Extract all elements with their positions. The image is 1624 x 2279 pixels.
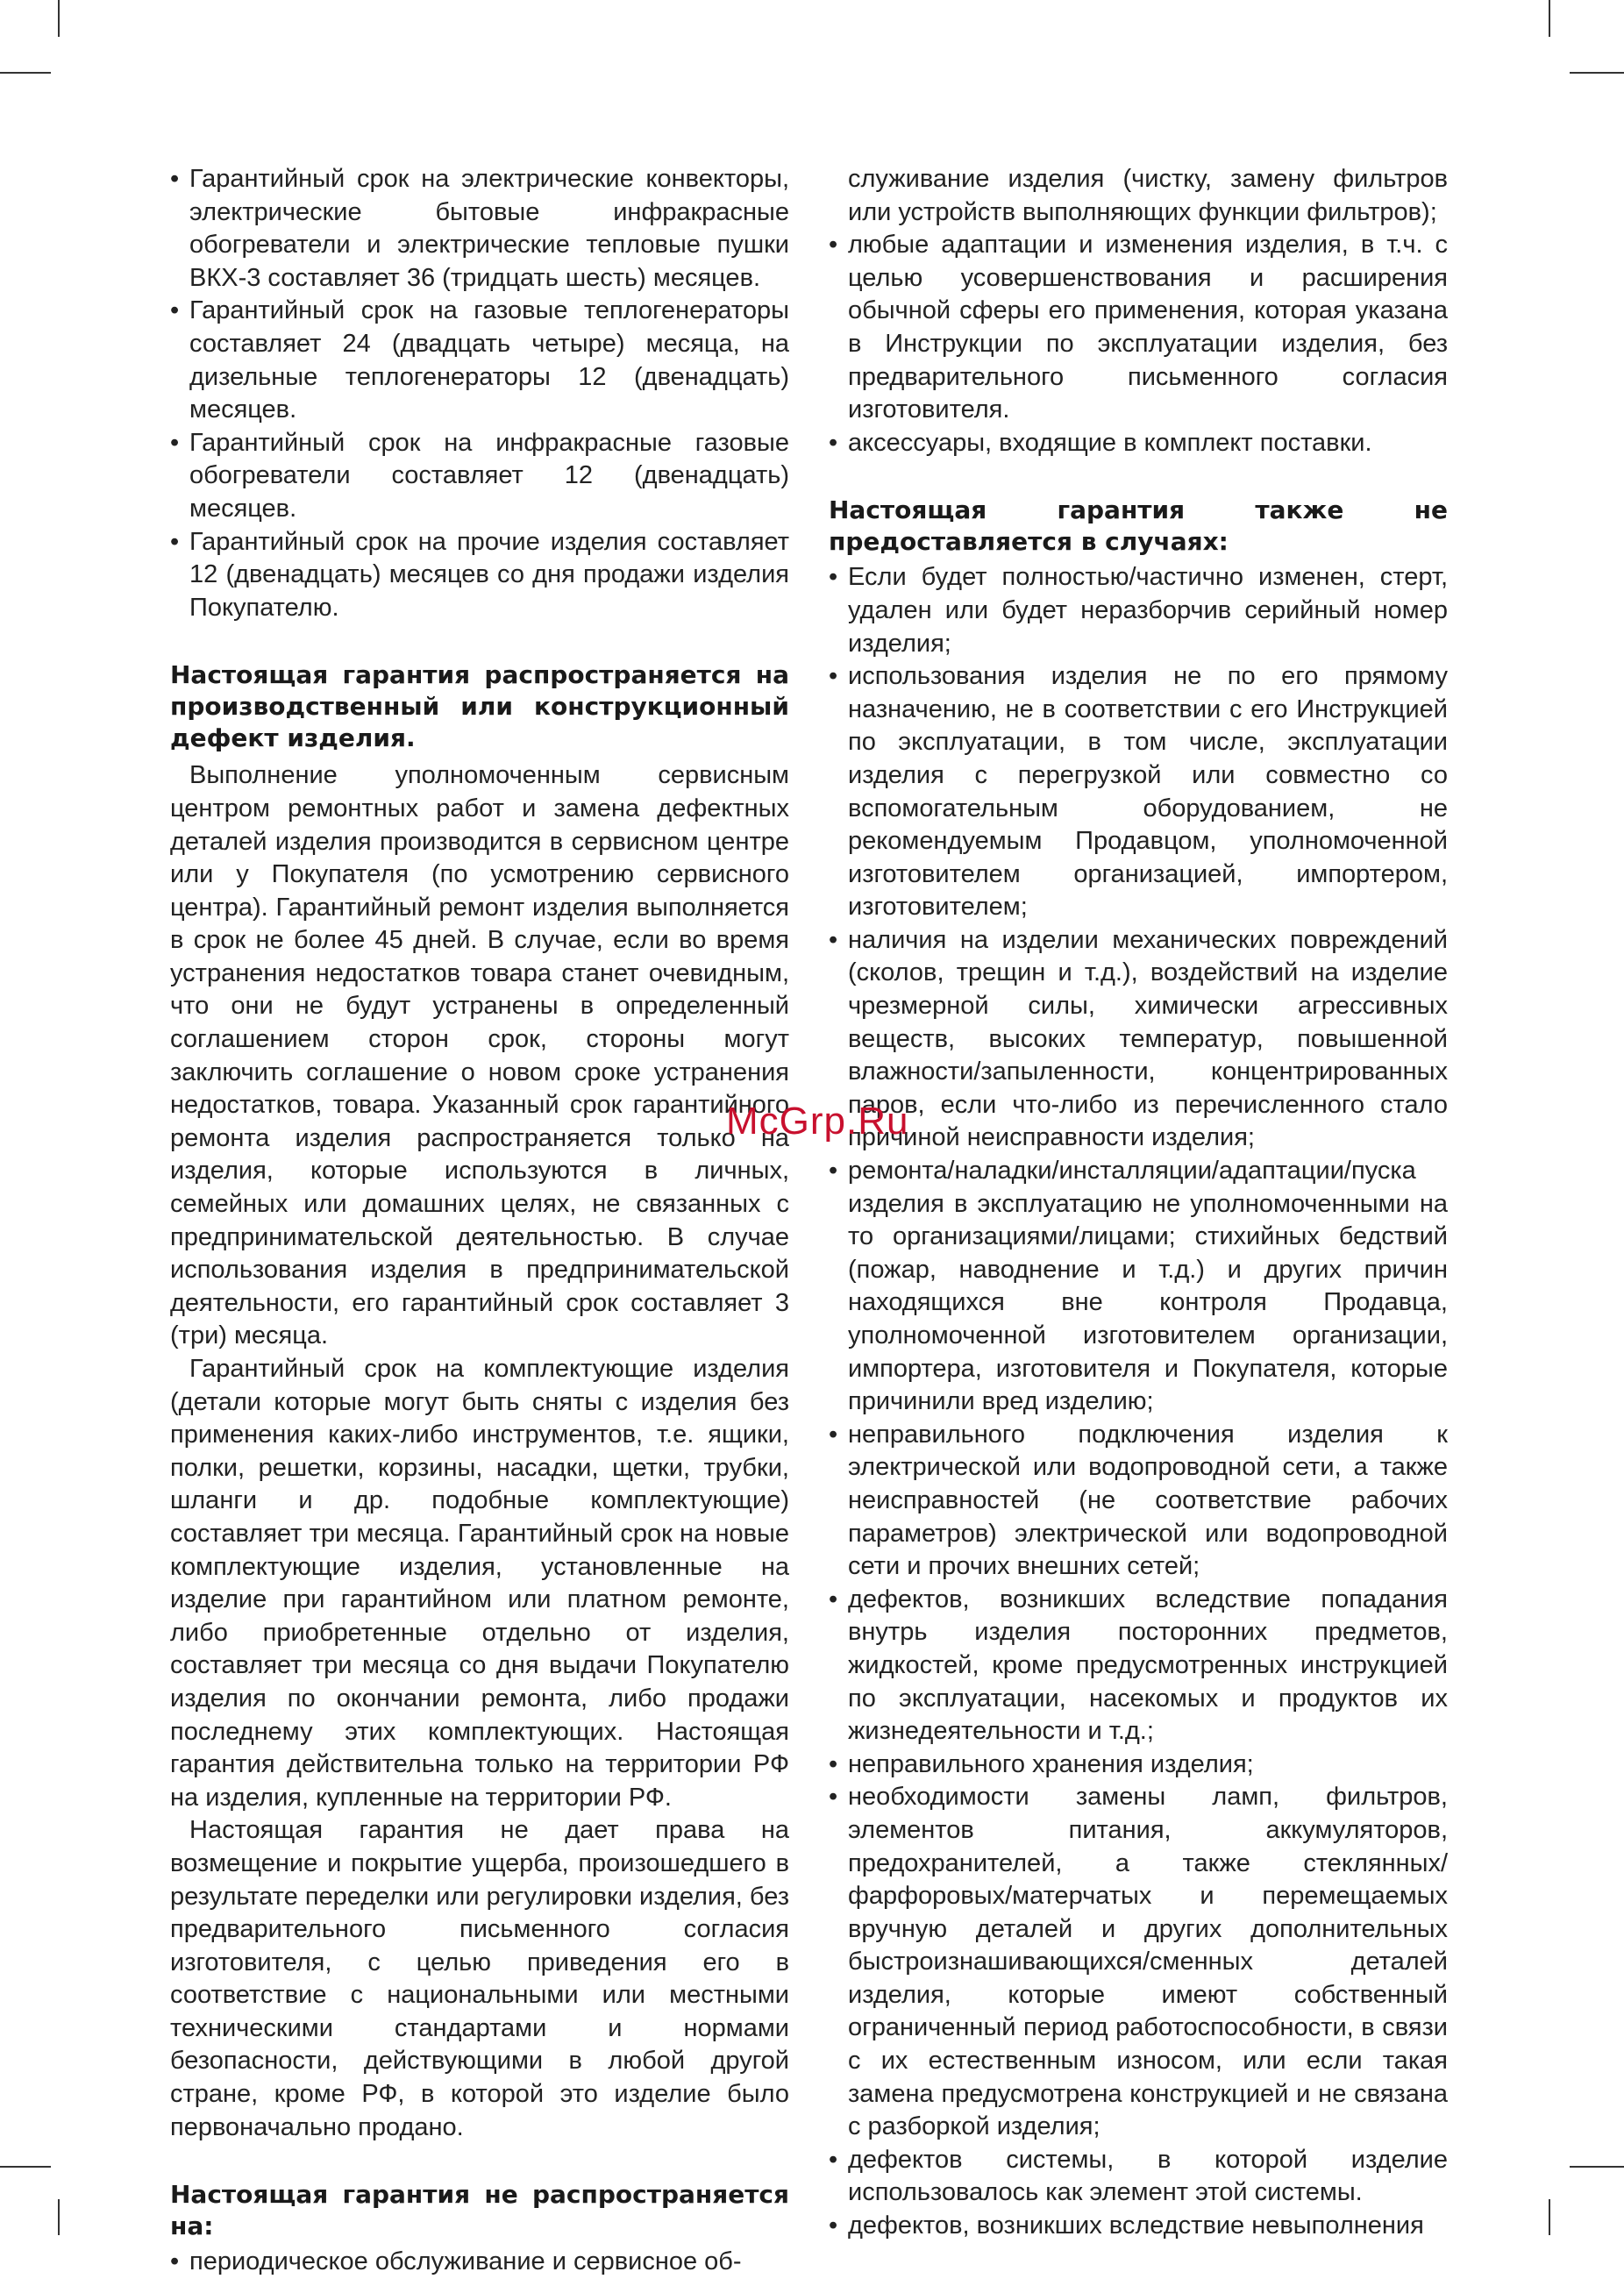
bullet-warranty-gas-generators: • Гарантийный срок на газовые теплогенераторы составляет 24 (двадцать четыре) месяца, на дизельные теплогенераторы 12 (двенадцать) месяцев. [170, 295, 789, 426]
paragraph-service-repair: Выполнение уполномоченным сервисным центром ремонтных работ и замена дефектных деталей изделия производится в сервисном центре или у Покупателя (по усмотрению сервисного центра). Гарантийный ремонт изделия выполняется в срок не более 45 дней. В случае, если во время устранения недостатков товара станет очевидным, что они не будут устранены в определенный соглашением сторон срок, стороны могут заключить соглашение о новом сроке устранения недостатков, товара. Указанный срок гарантийного ремонта изделия распространяется только на изделия, которые используются в личных, семейных или домашних целях, не связанных с предпринимательской деятельностью. В случае использования изделия в предпринимательской деятельности, его гарантийный срок составляет 3 (три) месяца. [170, 761, 789, 1350]
bullet-adaptations: • любые адаптации и изменения изделия, в т.ч. с целью усовершенствования и расширения обычной сферы его применения, которая указана в Инструкции по эксплуатации изделия, без предварительного письменного согласия изготовителя. [829, 229, 1448, 427]
crop-mark-bottom-right-v [1549, 2199, 1550, 2235]
bullet-consumables: • необходимости замены ламп, фильтров, элементов питания, аккумуляторов, предохранителей, а также стеклянных/фарфоровых/матерчатых и перемещаемых вручную деталей и других дополнительных быстроизнашивающихся/сменных деталей изделия, которые имеют собственный ограниченный период работоспособности, в связи с их естественным износом, или если такая замена предусмотрена конструкцией и не связана с разборкой изделия; [829, 1781, 1448, 2144]
crop-mark-top-right-v [1549, 0, 1550, 37]
bullet-serial-number: • Если будет полностью/частично изменен, стерт, удален или будет неразборчив серийный номер изделия; [829, 561, 1448, 660]
bullet-non-compliance: • дефектов, возникших вследствие невыполнения [829, 2210, 1448, 2243]
bullet-foreign-objects: • дефектов, возникших вследствие попадания внутрь изделия посторонних предметов, жидкостей, кроме предусмотренных инструкцией по эксплуатации, насекомых и продуктов их жизнедеятельности и т.д.; [829, 1584, 1448, 1748]
crop-mark-bottom-left-h [0, 2166, 51, 2168]
paragraph-no-compensation: Настоящая гарантия не дает права на возмещение и покрытие ущерба, произошедшего в результате переделки или регулировки изделия, без предварительного письменного согласия изготовителя, с целью приведения его в соответствие с национальными или местными техническими стандартами и нормами безопасности, действующими в любой другой стране, кроме РФ, в которой это изделие было первоначально продано. [170, 1816, 789, 2141]
heading-warranty-not-provided: Настоящая гарантия также не предоставляется в случаях: [829, 495, 1448, 557]
bullet-wrong-connection: • неправильного подключения изделия к электрической или водопроводной сети, а также неисправностей (не соответствие рабочих параметров) электрической или водопроводной сети и прочих внешних сетей; [829, 1419, 1448, 1584]
bullet-misuse: • использования изделия не по его прямому назначению, не в соответствии с его Инструкцией по эксплуатации, в том числе, эксплуатации изделия с перегрузкой или совместно со вспомогательным оборудованием, не рекомендуемым Продавцом, уполномоченной изготовителем организацией, импортером, изготовителем; [829, 660, 1448, 924]
right-column [829, 163, 1448, 2243]
continuation-service: служивание изделия (чистку, замену фильтров или устройств выполняющих функции фильтров); [848, 165, 1448, 226]
watermark-text: McGrp.Ru [726, 1100, 909, 1143]
heading-warranty-covers: Настоящая гарантия распространяется на производственный или конструкционный дефект изделия. [170, 660, 789, 753]
bullet-periodic-service: • периодическое обслуживание и сервисное об- [170, 2246, 789, 2279]
crop-mark-top-left-v [58, 0, 60, 37]
bullet-accessories: • аксессуары, входящие в комплект поставки. [829, 427, 1448, 460]
crop-mark-top-right-h [1570, 72, 1624, 74]
left-column [170, 163, 789, 2279]
bullet-warranty-convectors: • Гарантийный срок на электрические конвекторы, электрические бытовые инфракрасные обогреватели и электрические тепловые пушки ВКХ-3 составляет 36 (тридцать шесть) месяцев. [170, 163, 789, 295]
bullet-warranty-other-products: • Гарантийный срок на прочие изделия составляет 12 (двенадцать) месяцев со дня продажи изделия Покупателю. [170, 526, 789, 625]
bullet-system-defects: • дефектов системы, в которой изделие использовалось как элемент этой системы. [829, 2144, 1448, 2210]
bullet-improper-storage: • неправильного хранения изделия; [829, 1748, 1448, 1782]
bullet-mechanical-damage: • наличия на изделии механических повреждений (сколов, трещин и т.д.), воздействий на изделие чрезмерной силы, химически агрессивных веществ, высоких температур, повышенной влажности/запыленности, концентрированных паров, если что-либо из перечисленного стало причиной неисправности изделия; [829, 924, 1448, 1155]
crop-mark-bottom-left-v [58, 2199, 60, 2235]
heading-warranty-excludes: Настоящая гарантия не распространяется на: [170, 2180, 789, 2241]
bullet-unauthorized-repair: • ремонта/наладки/инсталляции/адаптации/пуска изделия в эксплуатацию не уполномоченными на то организациями/лицами; стихийных бедствий (пожар, наводнение и т.д.) и других причин находящихся вне контроля Продавца, уполномоченной изготовителем организации, импортера, изготовителя и Покупателя, которые причинили вред изделию; [829, 1155, 1448, 1419]
crop-mark-bottom-right-h [1570, 2166, 1624, 2168]
crop-mark-top-left-h [0, 72, 51, 74]
bullet-warranty-ir-gas-heaters: • Гарантийный срок на инфракрасные газовые обогреватели составляет 12 (двенадцать) месяцев. [170, 427, 789, 526]
paragraph-components-warranty: Гарантийный срок на комплектующие изделия (детали которые могут быть сняты с изделия без применения каких-либо инструментов, т.е. ящики, полки, решетки, корзины, насадки, щетки, трубки, шланги и др. подобные комплектующие) составляет три месяца. Гарантийный срок на новые комплектующие изделия, установленные на изделие при гарантийном или платном ремонте, либо приобретенные отдельно от изделия, составляет три месяца со дня выдачи Покупателю изделия по окончании ремонта, либо продажи последнему этих комплектующих. Настоящая гарантия действительна только на территории РФ на изделия, купленные на территории РФ. [170, 1355, 789, 1812]
